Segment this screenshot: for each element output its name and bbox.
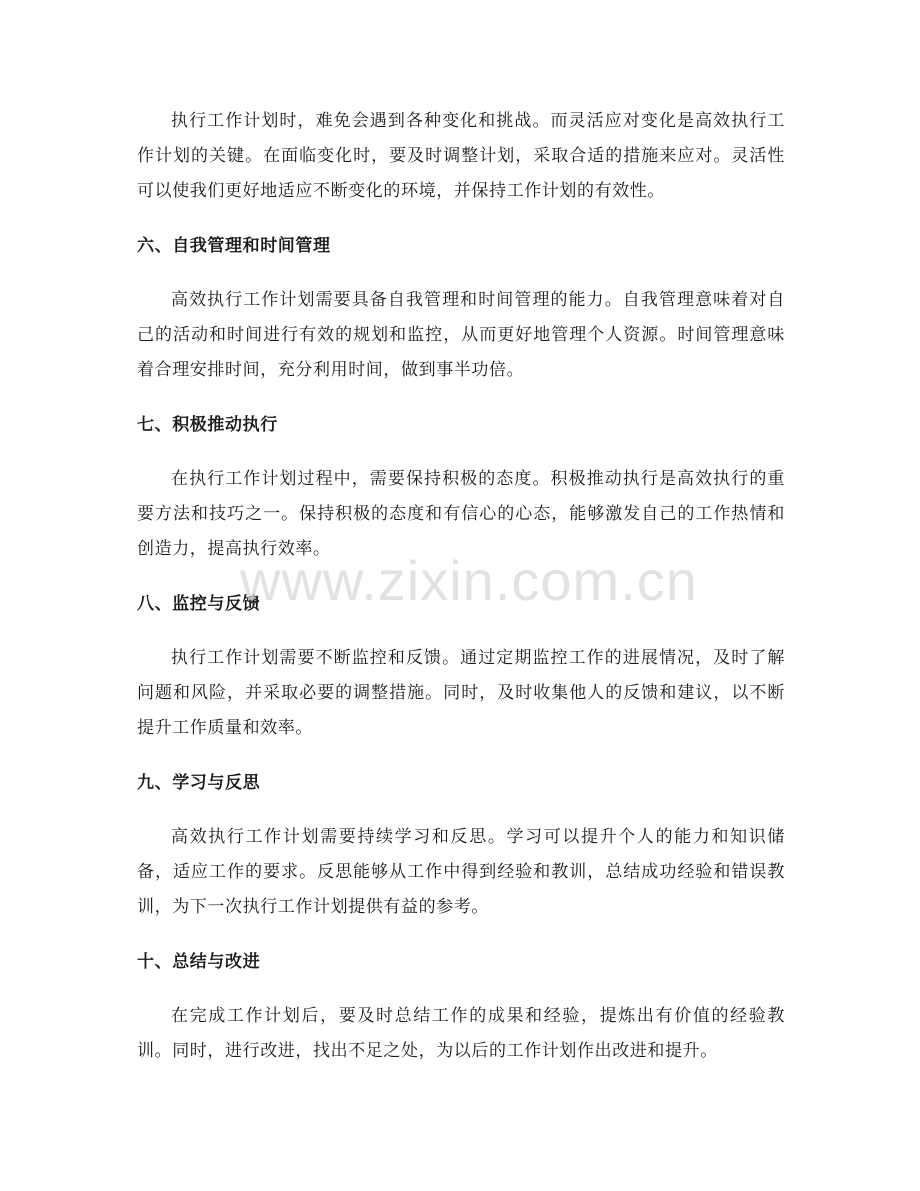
watermark: www.zixin.com.cn [240, 549, 698, 612]
section-heading-9: 九、学习与反思 [137, 773, 261, 793]
section-heading-8: 八、监控与反馈 [137, 594, 261, 614]
section-heading-7: 七、积极推动执行 [137, 415, 278, 435]
section-paragraph-8: 执行工作计划需要不断监控和反馈。通过定期监控工作的进展情况，及时了解问题和风险，并采取必要的调整措施。同时，及时收集他人的反馈和建议，以不断提升工作质量和效率。 [137, 648, 785, 738]
section-heading-10: 十、总结与改进 [137, 952, 261, 972]
intro-paragraph: 执行工作计划时，难免会遇到各种变化和挑战。而灵活应对变化是高效执行工作计划的关键。在面临变化时，要及时调整计划，采取合适的措施来应对。灵活性可以使我们更好地适应不断变化的环境，并保持工作计划的有效性。 [137, 111, 785, 201]
section-paragraph-9: 高效执行工作计划需要持续学习和反思。学习可以提升个人的能力和知识储备，适应工作的要求。反思能够从工作中得到经验和教训，总结成功经验和错误教训，为下一次执行工作计划提供有益的参考。 [137, 827, 785, 917]
section-paragraph-7: 在执行工作计划过程中，需要保持积极的态度。积极推动执行是高效执行的重要方法和技巧之一。保持积极的态度和有信心的心态，能够激发自己的工作热情和创造力，提高执行效率。 [137, 469, 785, 559]
section-paragraph-10: 在完成工作计划后，要及时总结工作的成果和经验，提炼出有价值的经验教训。同时，进行改进，找出不足之处，为以后的工作计划作出改进和提升。 [137, 1006, 785, 1061]
section-paragraph-6: 高效执行工作计划需要具备自我管理和时间管理的能力。自我管理意味着对自己的活动和时间进行有效的规划和监控，从而更好地管理个人资源。时间管理意味着合理安排时间，充分利用时间，做到事半功倍。 [137, 290, 785, 380]
document-page [137, 104, 785, 1069]
section-heading-6: 六、自我管理和时间管理 [137, 236, 331, 256]
